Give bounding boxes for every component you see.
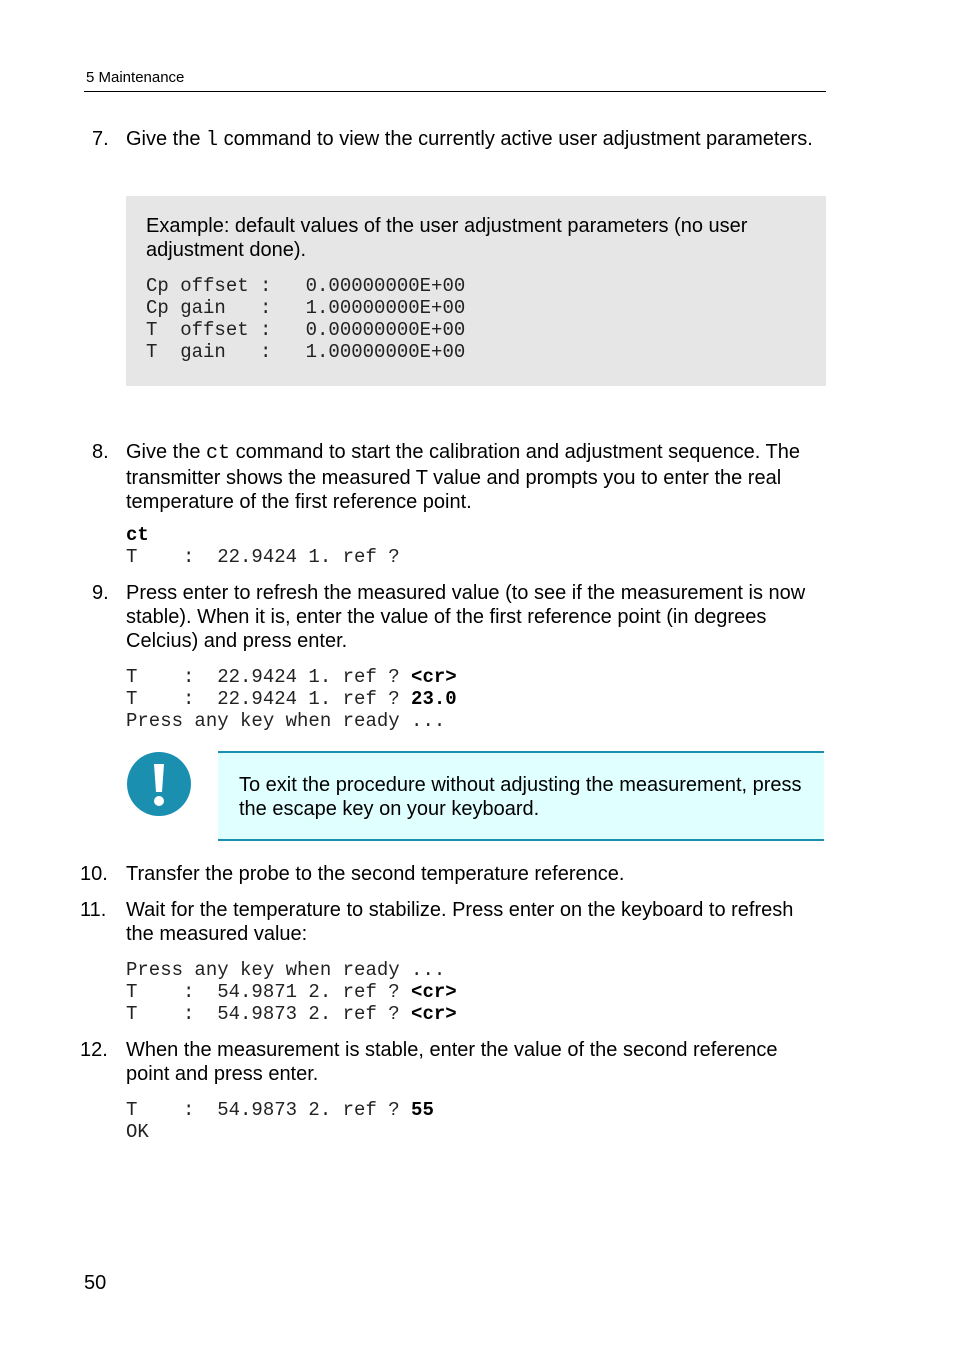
inline-command: l [206, 129, 219, 152]
step-number: 11. [80, 899, 107, 921]
step-number: 7. [92, 128, 109, 150]
code-block-step-11: Press any key when ready ... T : 54.9871 2. ref ? <cr> T : 54.9873 2. ref ? <cr> [126, 959, 457, 1025]
step-number: 12. [80, 1039, 108, 1061]
step-9-text: Press enter to refresh the measured value (to see if the measurement is now stable). When it is, enter the value of the first reference point (in degrees Celcius) and press enter. [126, 582, 806, 652]
step-number: 9. [92, 582, 109, 604]
step-7-text: Give the l command to view the currently active user adjustment parameters. [126, 128, 813, 152]
running-header: 5 Maintenance [86, 69, 185, 86]
example-caption: Example: default values of the user adjustment parameters (no user adjustment done). [146, 215, 748, 261]
step-number: 8. [92, 441, 109, 463]
note-text: To exit the procedure without adjusting the measurement, press the escape key on your keyboard. [239, 774, 802, 820]
exclamation-icon [127, 752, 191, 816]
step-number: 10. [80, 863, 108, 885]
code-block-step-12: T : 54.9873 2. ref ? 55 OK [126, 1099, 434, 1143]
step-8-text: Give the ct command to start the calibration and adjustment sequence. The transmitter shows the measured T value and prompts you to enter the real temperature of the first reference point. [126, 441, 801, 513]
code-block-step-9: T : 22.9424 1. ref ? <cr> T : 22.9424 1. ref ? 23.0 Press any key when ready ... [126, 666, 457, 732]
code-block-step-8: ct T : 22.9424 1. ref ? [126, 524, 400, 568]
example-code: Cp offset : 0.00000000E+00 Cp gain : 1.00000000E+00 T offset : 0.00000000E+00 T gain : 1.00000000E+00 [146, 275, 466, 363]
step-12-text: When the measurement is stable, enter the value of the second reference point and press enter. [126, 1039, 778, 1085]
header-rule [84, 91, 826, 92]
inline-command: ct [206, 442, 231, 465]
step-11-text: Wait for the temperature to stabilize. Press enter on the keyboard to refresh the measured value: [126, 899, 794, 945]
note-box [218, 751, 824, 841]
example-box [126, 196, 826, 386]
page-number: 50 [84, 1272, 107, 1294]
step-10-text: Transfer the probe to the second temperature reference. [126, 863, 625, 885]
